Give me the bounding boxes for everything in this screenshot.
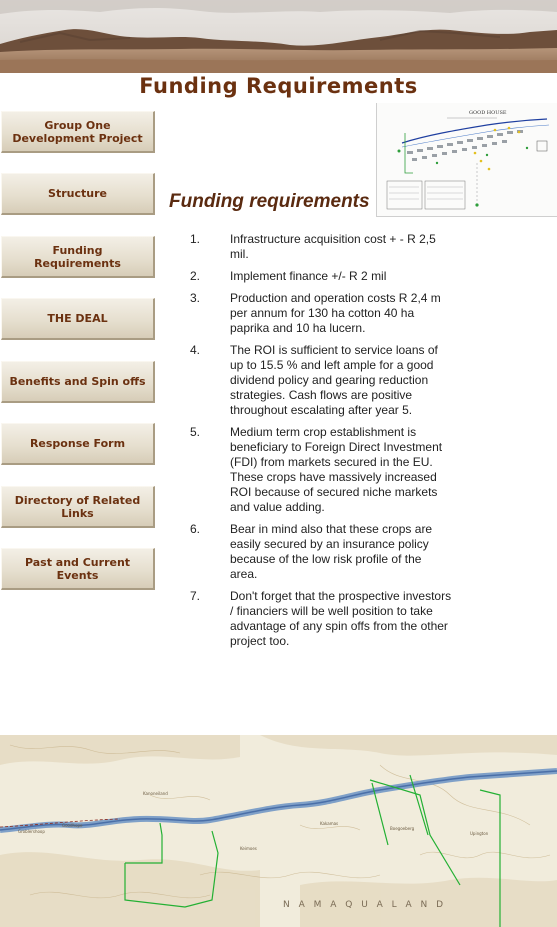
list-item xyxy=(190,343,452,418)
map-region-label: N A M A Q U A L A N D xyxy=(283,900,447,910)
item-text: Medium term crop establishment is beneficiary to Foreign Direct Investment (FDI) from markets secured in the EU. These crops have massively increased ROI because of secured niche markets and value adding. xyxy=(230,425,443,514)
list-item xyxy=(190,232,452,262)
item-number: 4. xyxy=(190,343,201,357)
nav-label: Directory of Related Links xyxy=(14,493,141,520)
svg-text:Groblershoop: Groblershoop xyxy=(18,829,45,834)
list-item xyxy=(190,269,452,284)
nav-funding-requirements[interactable] xyxy=(1,236,155,278)
item-text: Don't forget that the prospective investors / financiers will be well position to take advantage of any spin offs from the other project too. xyxy=(230,589,452,648)
page-title: Funding Requirements xyxy=(139,74,418,98)
item-number: 7. xyxy=(190,589,201,603)
header-landscape-image xyxy=(0,0,557,73)
list-item xyxy=(190,522,452,582)
svg-text:Kanoneiland: Kanoneiland xyxy=(143,791,168,796)
nav-label: Structure xyxy=(48,187,107,200)
site-plan-image xyxy=(376,103,557,217)
nav-label: Response Form xyxy=(29,437,126,450)
list-item xyxy=(190,589,452,649)
svg-text:Keimoes: Keimoes xyxy=(240,846,257,851)
list-item xyxy=(190,291,452,336)
section-heading: Funding requirements xyxy=(169,191,370,212)
item-number: 1. xyxy=(190,232,201,246)
requirements-list xyxy=(190,232,452,656)
item-number: 5. xyxy=(190,425,201,439)
site-plan-title: GOOD HOUSE xyxy=(469,110,507,116)
nav-label: THE DEAL xyxy=(47,312,108,325)
nav-benefits-and-spin-offs[interactable] xyxy=(1,361,155,403)
nav-group-one-development-project[interactable] xyxy=(1,111,155,153)
list-item xyxy=(190,425,452,515)
item-text: Implement finance +/- R 2 mil xyxy=(230,269,387,283)
nav-label: Past and Current Events xyxy=(24,555,131,582)
svg-text:Upington: Upington xyxy=(470,831,489,836)
item-text: Bear in mind also that these crops are easily secured by an insurance policy because of the low risk profile of the area. xyxy=(230,522,433,581)
nav-label: Funding Requirements xyxy=(34,243,121,270)
item-text: The ROI is sufficient to service loans of up to 15.5 % and left ample for a good dividend policy and gearing reduction strategies. Cash flows are positive throughout escalating after year 5. xyxy=(230,343,438,417)
item-number: 3. xyxy=(190,291,201,305)
item-number: 6. xyxy=(190,522,201,536)
nav-directory-of-related-links[interactable] xyxy=(1,486,155,528)
item-text: Production and operation costs R 2,4 m per annum for 130 ha cotton 40 ha paprika and 10 ha lucern. xyxy=(230,291,441,335)
nav-structure[interactable] xyxy=(1,173,155,215)
svg-text:Goodhope: Goodhope xyxy=(62,823,83,828)
nav-label: Group One Development Project xyxy=(12,118,143,145)
topographic-map-image xyxy=(0,735,557,927)
item-number: 2. xyxy=(190,269,201,283)
nav-label: Benefits and Spin offs xyxy=(9,375,146,388)
nav-past-and-current-events[interactable] xyxy=(1,548,155,590)
item-text: Infrastructure acquisition cost + - R 2,5 mil. xyxy=(230,232,436,261)
nav-the-deal[interactable] xyxy=(1,298,155,340)
svg-text:Boegoeberg: Boegoeberg xyxy=(390,826,415,831)
nav-response-form[interactable] xyxy=(1,423,155,465)
svg-text:Kakamas: Kakamas xyxy=(320,821,339,826)
